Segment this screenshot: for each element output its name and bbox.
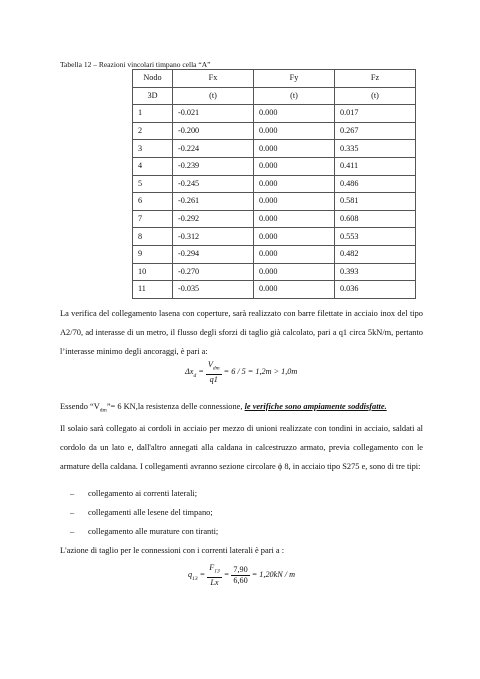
table-header-row [133,70,416,88]
table-cell: -0.270 [173,263,254,281]
formula-fraction [206,360,222,385]
paragraph-verifica: La verifica del collegamento lasena con coperture, sarà realizzato con barre filettate in acciaio inox del tipo A2/70, ad interasse di un metro, il flusso degli sforzi di taglio già calcolato, pari a q1 circa 5kN/m, pertanto l’interasse minimo degli ancoraggi, è pari a: [60,309,423,356]
table-cell: 11 [133,281,173,299]
table-cell: -0.261 [173,193,254,211]
table-cell: 5 [133,175,173,193]
table-cell: 0.267 [335,122,416,140]
header-cell: Nodo [133,70,173,88]
table-row [133,175,416,193]
header-cell: Fx [173,70,254,88]
formula-delta-x: $\Delta x_d$ = $\frac{V_{dm}}{q1}$ = 6 / 5 = 1,2m > 1,0m [185,360,298,384]
table-row [133,210,416,228]
table-cell: 8 [133,228,173,246]
table-cell: 2 [133,122,173,140]
table-cell: 10 [133,263,173,281]
formula2-fraction-symbolic: $\frac{F_{13}}{Lx}$ [209,563,220,587]
table-cell: -0.224 [173,140,254,158]
table-row [133,245,416,263]
formula-q13: $q_{13}$ = $\frac{F_{13}}{Lx}$ = $\frac{7,90}{6,60}$ = 1,20kN / m [188,563,296,587]
table-cell: 0.000 [254,157,335,175]
header-cell: Fy [254,70,335,88]
table-row [133,228,416,246]
essendo-text-2: ”= 6 KN,la resistenza delle connessione, [106,402,245,411]
table-cell: 0.017 [335,105,416,123]
table-cell: -0.035 [173,281,254,299]
table-cell: 0.000 [254,263,335,281]
table-cell: 4 [133,157,173,175]
formula2-fraction-numeric: $\frac{7,90}{6,60}$ [233,564,248,585]
table-cell: 0.000 [254,281,335,299]
table-cell: 7 [133,210,173,228]
table-cell: 3 [133,140,173,158]
table-row [133,281,416,299]
table-cell: 0.000 [254,245,335,263]
table-cell: 0.335 [335,140,416,158]
fraction-denominator: q1 [209,374,218,384]
table-cell: -0.200 [173,122,254,140]
connection-type-list [60,485,218,541]
table-cell: 0.036 [335,281,416,299]
table-cell: 0.411 [335,157,416,175]
table-cell: 0.482 [335,245,416,263]
header-cell: Fz [335,70,416,88]
table-cell: 0.608 [335,210,416,228]
table-cell: 0.000 [254,193,335,211]
header-cell: (t) [173,87,254,105]
formula2-rhs: = 1,20kN / m [251,570,296,580]
table-cell: 1 [133,105,173,123]
table-row [133,263,416,281]
table-cell: 0.486 [335,175,416,193]
table-cell: 0.000 [254,175,335,193]
formula2-lhs: q [188,570,193,580]
table-cell: 0.581 [335,193,416,211]
table-cell: 9 [133,245,173,263]
table-cell: 6 [133,193,173,211]
header-cell: 3D [133,87,173,105]
reactions-table [132,69,416,299]
formula-lhs-sub: d [193,372,197,379]
fraction-numerator: V [207,360,213,369]
table-cell: 0.000 [254,210,335,228]
essendo-text: Essendo “V [60,402,100,411]
formula-lhs: Δx [185,367,194,377]
list-item: – collegamento alle murature con tiranti; [70,526,219,536]
formula2-lhs-sub: 13 [192,575,198,582]
table-cell: 0.000 [254,228,335,246]
table-row [133,140,416,158]
table-cell: -0.292 [173,210,254,228]
table-row [133,122,416,140]
table-cell: 0.553 [335,228,416,246]
table-cell: 0.393 [335,263,416,281]
table-cell: -0.245 [173,175,254,193]
emphasis-verifiche: le verifiche sono ampiamente soddisfatte. [244,402,387,411]
list-item: – collegamento ai correnti laterali; [70,489,198,498]
paragraph-solaio: Il solaio sarà collegato ai cordoli in acciaio per mezzo di unioni realizzate con tondini in acciaio, saldati al cordolo da un lato e, dall'altro annegati alla caldana in calcestruzzo armato, previa collegamento con le armature della caldana. I collegamenti avranno sezione circolare ϕ 8, in acciaio tipo S275 e, sono di tre tipi: [60,424,423,472]
table-cell: 0.000 [254,122,335,140]
table-units-row [133,87,416,105]
paragraph-azione-taglio: L'azione di taglio per le connessioni con i correnti laterali è pari a : [60,546,285,555]
table-row [133,193,416,211]
table-row [133,157,416,175]
table-cell: -0.294 [173,245,254,263]
table-cell: -0.239 [173,157,254,175]
header-cell: (t) [254,87,335,105]
table-cell: 0.000 [254,140,335,158]
header-cell: (t) [335,87,416,105]
formula-rhs: = 6 / 5 = 1,2m > 1,0m [223,367,298,377]
table-cell: -0.021 [173,105,254,123]
paragraph-essendo [60,398,423,477]
fraction-numerator-sub: dm [212,365,220,372]
table-caption: Tabella 12 – Reazioni vincolari timpano cella “A” [60,60,211,69]
table-cell: -0.312 [173,228,254,246]
table-row [133,105,416,123]
essendo-sub: dm [99,407,107,414]
table-cell: 0.000 [254,105,335,123]
list-item: – collegamenti alle lesene del timpano; [70,507,213,517]
